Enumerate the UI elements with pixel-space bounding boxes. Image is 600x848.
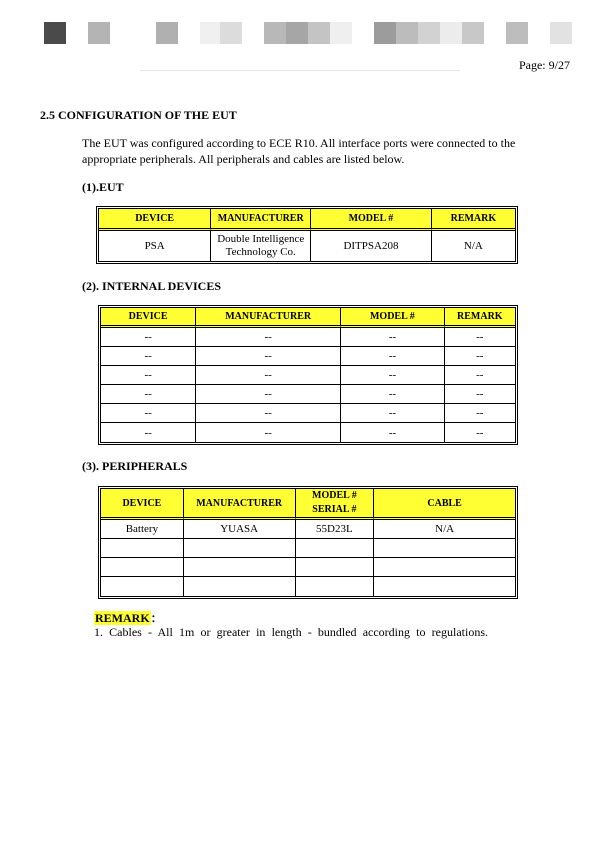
eut-header-device: DEVICE	[99, 209, 211, 231]
table-row	[101, 558, 515, 577]
internal-cell: --	[341, 328, 445, 347]
company-logo	[44, 22, 574, 44]
eut-model: DITPSA208	[311, 231, 432, 261]
eut-table	[96, 206, 518, 264]
internal-cell: --	[445, 347, 515, 366]
internal-cell: --	[445, 366, 515, 385]
table-row	[101, 328, 515, 347]
table-row	[101, 423, 515, 442]
peripherals-title: (3). PERIPHERALS	[82, 459, 188, 473]
internal-cell: --	[341, 385, 445, 404]
intro-paragraph: The EUT was configured according to ECE R10. All interface ports were connected to the appropriate peripherals. All peripherals and cables are listed below.	[82, 136, 516, 166]
internal-header-device: DEVICE	[101, 308, 196, 328]
table-row	[101, 385, 515, 404]
peripheral-cell	[374, 558, 515, 577]
peripheral-cell	[101, 558, 184, 577]
peripheral-cell	[296, 539, 375, 558]
internal-cell: --	[101, 366, 196, 385]
table-row	[101, 577, 515, 596]
internal-cell: --	[196, 366, 341, 385]
table-row	[101, 366, 515, 385]
peripheral-cell	[296, 558, 375, 577]
peripheral-cell	[374, 577, 515, 596]
peripheral-cell	[296, 577, 375, 596]
internal-cell: --	[196, 423, 341, 442]
internal-cell: --	[341, 347, 445, 366]
peripheral-cell: 55D23L	[296, 520, 375, 539]
internal-cell: --	[196, 404, 341, 423]
internal-cell: --	[341, 404, 445, 423]
internal-cell: --	[445, 404, 515, 423]
remark-colon: ：	[150, 611, 163, 625]
eut-device: PSA	[99, 231, 211, 261]
internal-cell: --	[196, 328, 341, 347]
internal-cell: --	[101, 385, 196, 404]
table-row	[99, 231, 515, 261]
eut-remark: N/A	[463, 240, 483, 252]
table-row	[101, 520, 515, 539]
internal-cell: --	[445, 328, 515, 347]
internal-cell: --	[101, 347, 196, 366]
peripherals-header-serial: SERIAL #	[312, 504, 357, 515]
remark-item: 1. Cables - All 1m or greater in length - bundled according to regulations.	[94, 625, 488, 639]
internal-cell: --	[196, 347, 341, 366]
peripheral-cell	[184, 539, 296, 558]
peripheral-cell	[184, 558, 296, 577]
internal-cell: --	[101, 423, 196, 442]
table-row	[101, 347, 515, 366]
internal-cell: --	[476, 426, 484, 439]
eut-manufacturer-line1: Double Intelligence	[217, 233, 305, 245]
internal-devices-title: (2). INTERNAL DEVICES	[82, 279, 222, 293]
peripheral-cell	[374, 539, 515, 558]
peripherals-table	[98, 486, 518, 599]
peripheral-cell: N/A	[374, 520, 515, 539]
internal-header-manufacturer: MANUFACTURER	[196, 308, 341, 328]
eut-header-manufacturer: MANUFACTURER	[211, 209, 311, 231]
internal-header-model: MODEL #	[341, 308, 445, 328]
page-number-label: Page:	[518, 58, 546, 72]
peripherals-header-manufacturer: MANUFACTURER	[184, 489, 296, 520]
peripheral-cell	[101, 577, 184, 596]
eut-header-model: MODEL #	[311, 209, 432, 231]
peripherals-header-model: MODEL #	[312, 490, 357, 501]
peripheral-cell	[184, 577, 296, 596]
eut-title: (1).EUT	[82, 180, 124, 194]
peripherals-header-device: DEVICE	[101, 489, 184, 520]
internal-cell: --	[101, 328, 196, 347]
internal-cell: --	[196, 385, 341, 404]
section-title: 2.5 CONFIGURATION OF THE EUT	[40, 108, 237, 122]
internal-devices-table	[98, 305, 518, 445]
peripheral-cell: Battery	[101, 520, 184, 539]
peripherals-header-model-serial	[296, 489, 375, 520]
remark-label: REMARK	[95, 611, 150, 625]
table-row	[101, 539, 515, 558]
internal-cell: --	[341, 366, 445, 385]
internal-cell: --	[101, 404, 196, 423]
eut-manufacturer	[211, 231, 311, 261]
remark-heading	[94, 609, 163, 626]
page-number-value: 9/27	[548, 58, 570, 72]
header-divider	[140, 70, 460, 71]
internal-cell: --	[341, 423, 445, 442]
eut-header-remark: REMARK	[432, 209, 515, 231]
peripherals-header-cable: CABLE	[374, 489, 515, 520]
internal-cell: --	[445, 385, 515, 404]
internal-header-remark: REMARK	[445, 308, 515, 328]
peripheral-cell: YUASA	[184, 520, 296, 539]
table-row	[101, 404, 515, 423]
page-number	[519, 58, 570, 73]
peripheral-cell	[101, 539, 184, 558]
eut-manufacturer-line2: Technology Co.	[225, 246, 296, 258]
